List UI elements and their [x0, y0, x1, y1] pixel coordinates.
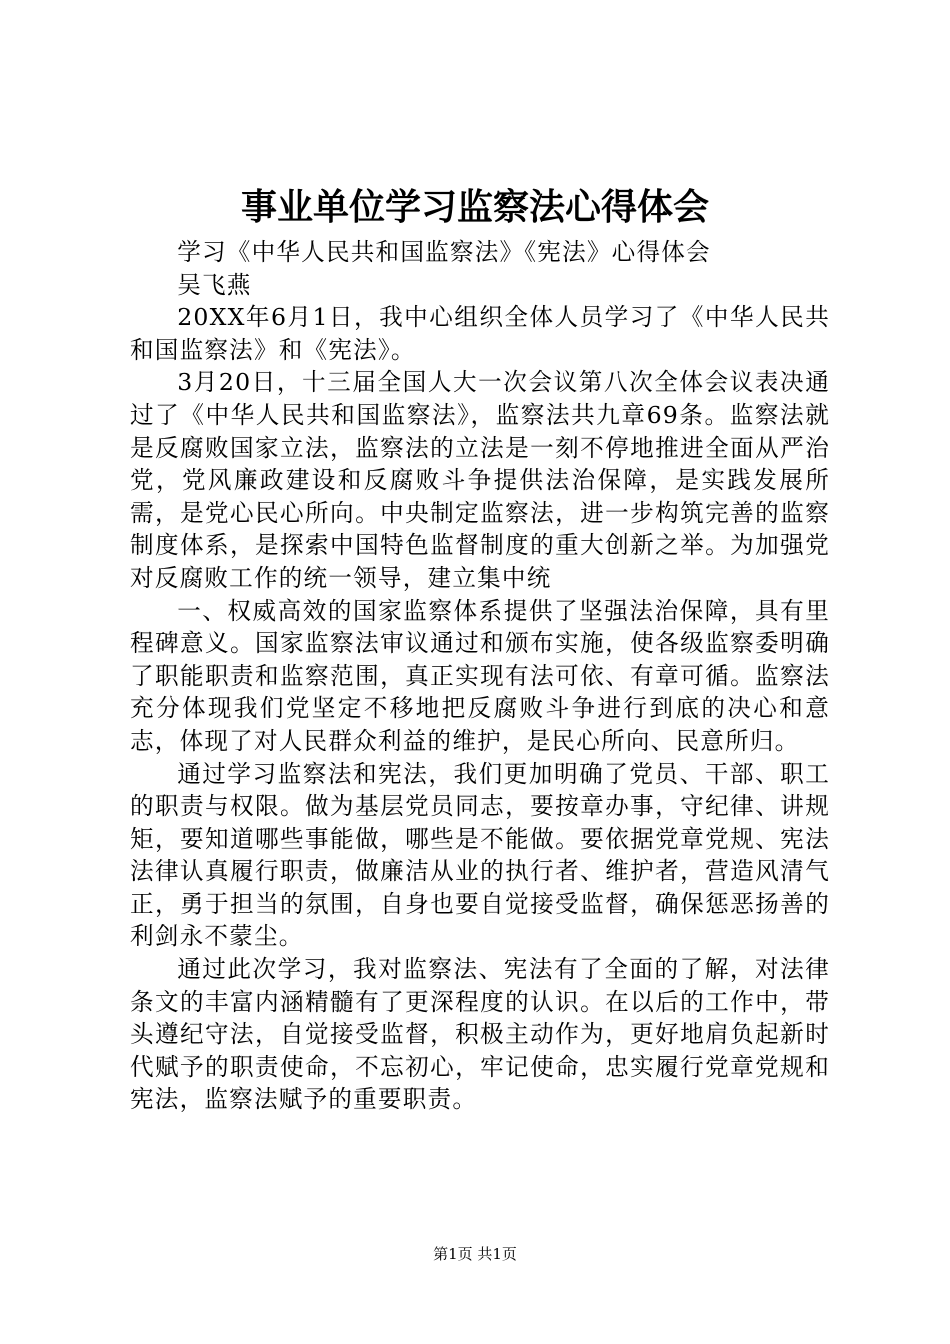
body-paragraph: 通过学习监察法和宪法，我们更加明确了党员、干部、职工的职责与权限。做为基层党员同志，要按章办事，守纪律、讲规矩，要知道哪些事能做，哪些是不能做。要依据党章党规、宪法法律认真履行职责，做廉洁从业的执行者、维护者，营造风清气正，勇于担当的氛围，自身也要自觉接受监督，确保惩恶扬善的利剑永不蒙尘。	[130, 759, 830, 951]
body-paragraph: 3月20日，十三届全国人大一次会议第八次全体会议表决通过了《中华人民共和国监察法》，监察法共九章69条。监察法就是反腐败国家立法，监察法的立法是一刻不停地推进全面从严治党，党风廉政建设和反腐败斗争提供法治保障，是实践发展所需，是党心民心所向。中央制定监察法，进一步构筑完善的监察制度体系，是探索中国特色监督制度的重大创新之举。为加强党对反腐败工作的统一领导，建立集中统	[130, 368, 830, 592]
document-body	[130, 236, 830, 1116]
author-line: 吴飞燕	[177, 270, 252, 299]
body-paragraph: 一、权威高效的国家监察体系提供了坚强法治保障，具有里程碑意义。国家监察法审议通过和颁布实施，使各级监察委明确了职能职责和监察范围，真正实现有法可依、有章可循。监察法充分体现我们党坚定不移地把反腐败斗争进行到底的决心和意志，体现了对人民群众利益的维护，是民心所向、民意所归。	[130, 596, 830, 755]
body-paragraph: 20XX年6月1日，我中心组织全体人员学习了《中华人民共和国监察法》和《宪法》。	[130, 303, 830, 364]
body-paragraph: 通过此次学习，我对监察法、宪法有了全面的了解，对法律条文的丰富内涵精髓有了更深程度的认识。在以后的工作中，带头遵纪守法，自觉接受监督，积极主动作为，更好地肩负起新时代赋予的职责使命，不忘初心，牢记使命，忠实履行党章党规和宪法，监察法赋予的重要职责。	[130, 955, 830, 1114]
document-title: 事业单位学习监察法心得体会	[240, 187, 709, 228]
page-footer: 第1页 共1页	[433, 1245, 517, 1263]
subtitle-paragraph: 学习《中华人民共和国监察法》《宪法》心得体会	[177, 238, 711, 266]
